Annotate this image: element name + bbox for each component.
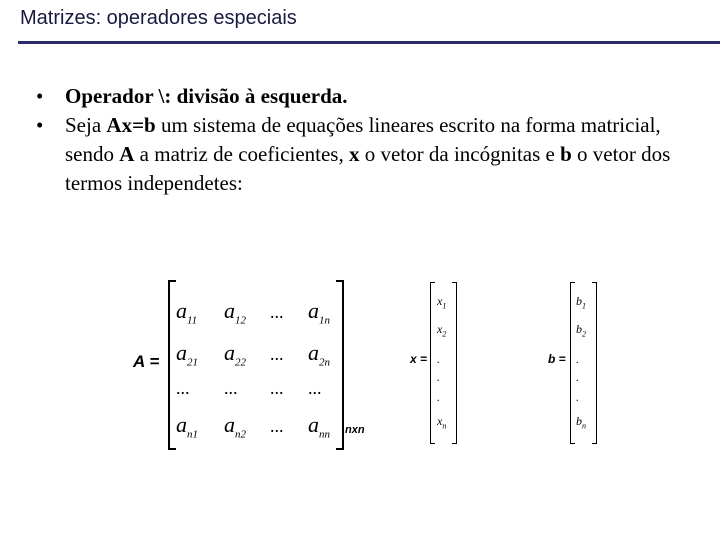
bullet-text-mid4: o vetor dos termos independetes: [65, 142, 671, 195]
bullet-item-operator [36, 82, 676, 111]
matrix-entry-r3-c1: ... [176, 378, 190, 398]
matrix-entry-r1-c3: ... [270, 302, 284, 322]
slide-title: Matrizes: operadores especiais [20, 7, 297, 29]
bullet-dot: • [36, 113, 44, 137]
vector-x-entry-2: $x_2$ [437, 322, 447, 339]
bullet-list [36, 82, 676, 198]
matrix-entry-r4-c4: $a_{nn}$ [308, 412, 330, 441]
vector-x-entry-5: . [437, 390, 440, 404]
matrix-a-right-bracket [336, 280, 344, 450]
title-underline [18, 41, 720, 44]
bullet-item-system [36, 111, 676, 198]
vector-b-entry-1: $b_1$ [576, 294, 586, 311]
vector-x-entry-3: . [437, 352, 440, 366]
vector-x-entry-6: $x_n$ [437, 414, 447, 431]
vector-b-right-bracket [592, 282, 597, 444]
matrix-entry-r4-c3: ... [270, 416, 284, 436]
vector-b-left-bracket [570, 282, 575, 444]
matrix-a-left-bracket [168, 280, 176, 450]
vector-b-entry-5: . [576, 390, 579, 404]
bullet-text-pre: Seja [65, 113, 107, 137]
vector-b-label: b = [548, 352, 566, 366]
matrix-size-label: nxn [345, 424, 365, 436]
matrix-entry-r3-c2: ... [224, 378, 238, 398]
vector-x-entry-4: . [437, 370, 440, 384]
vector-x-label: x = [410, 352, 428, 366]
vector-b-entry-3: . [576, 352, 579, 366]
matrix-entry-r2-c3: ... [270, 344, 284, 364]
bullet-text-mid1: um sistema de equações lineares escrito na forma matricial, sendo [65, 113, 661, 166]
vector-x-left-bracket [430, 282, 435, 444]
bullet-text-mid3: o vetor da incógnitas e [359, 142, 561, 166]
matrix-entry-r1-c4: $a_{1n}$ [308, 298, 330, 327]
matrix-entry-r2-c1: $a_{21}$ [176, 340, 198, 369]
matrix-entry-r2-c2: $a_{22}$ [224, 340, 246, 369]
vector-b-entry-6: $b_n$ [576, 414, 586, 431]
bullet-text-ax-b: Ax=b [106, 113, 156, 137]
vector-x-entry-1: $x_1$ [437, 294, 447, 311]
matrix-entry-r3-c3: ... [270, 378, 284, 398]
bullet-text-b: b [560, 142, 572, 166]
bullet-dot: • [36, 84, 44, 108]
matrix-a-label: A = [133, 352, 160, 371]
bullet-text-mid2: a matriz de coeficientes, [134, 142, 349, 166]
vector-b-entry-4: . [576, 370, 579, 384]
bullet-text-x: x [348, 142, 360, 166]
bullet-text-A: A [119, 142, 135, 166]
vector-x-right-bracket [452, 282, 457, 444]
matrix-entry-r2-c4: $a_{2n}$ [308, 340, 330, 369]
matrix-entry-r1-c2: $a_{12}$ [224, 298, 246, 327]
matrix-entry-r4-c2: $a_{n2}$ [224, 412, 246, 441]
bullet-text: Operador \: divisão à esquerda. [65, 84, 348, 108]
vector-b-entry-2: $b_2$ [576, 322, 586, 339]
matrix-entry-r1-c1: $a_{11}$ [176, 298, 198, 327]
matrix-entry-r3-c4: ... [308, 378, 322, 398]
matrix-entry-r4-c1: $a_{n1}$ [176, 412, 198, 441]
